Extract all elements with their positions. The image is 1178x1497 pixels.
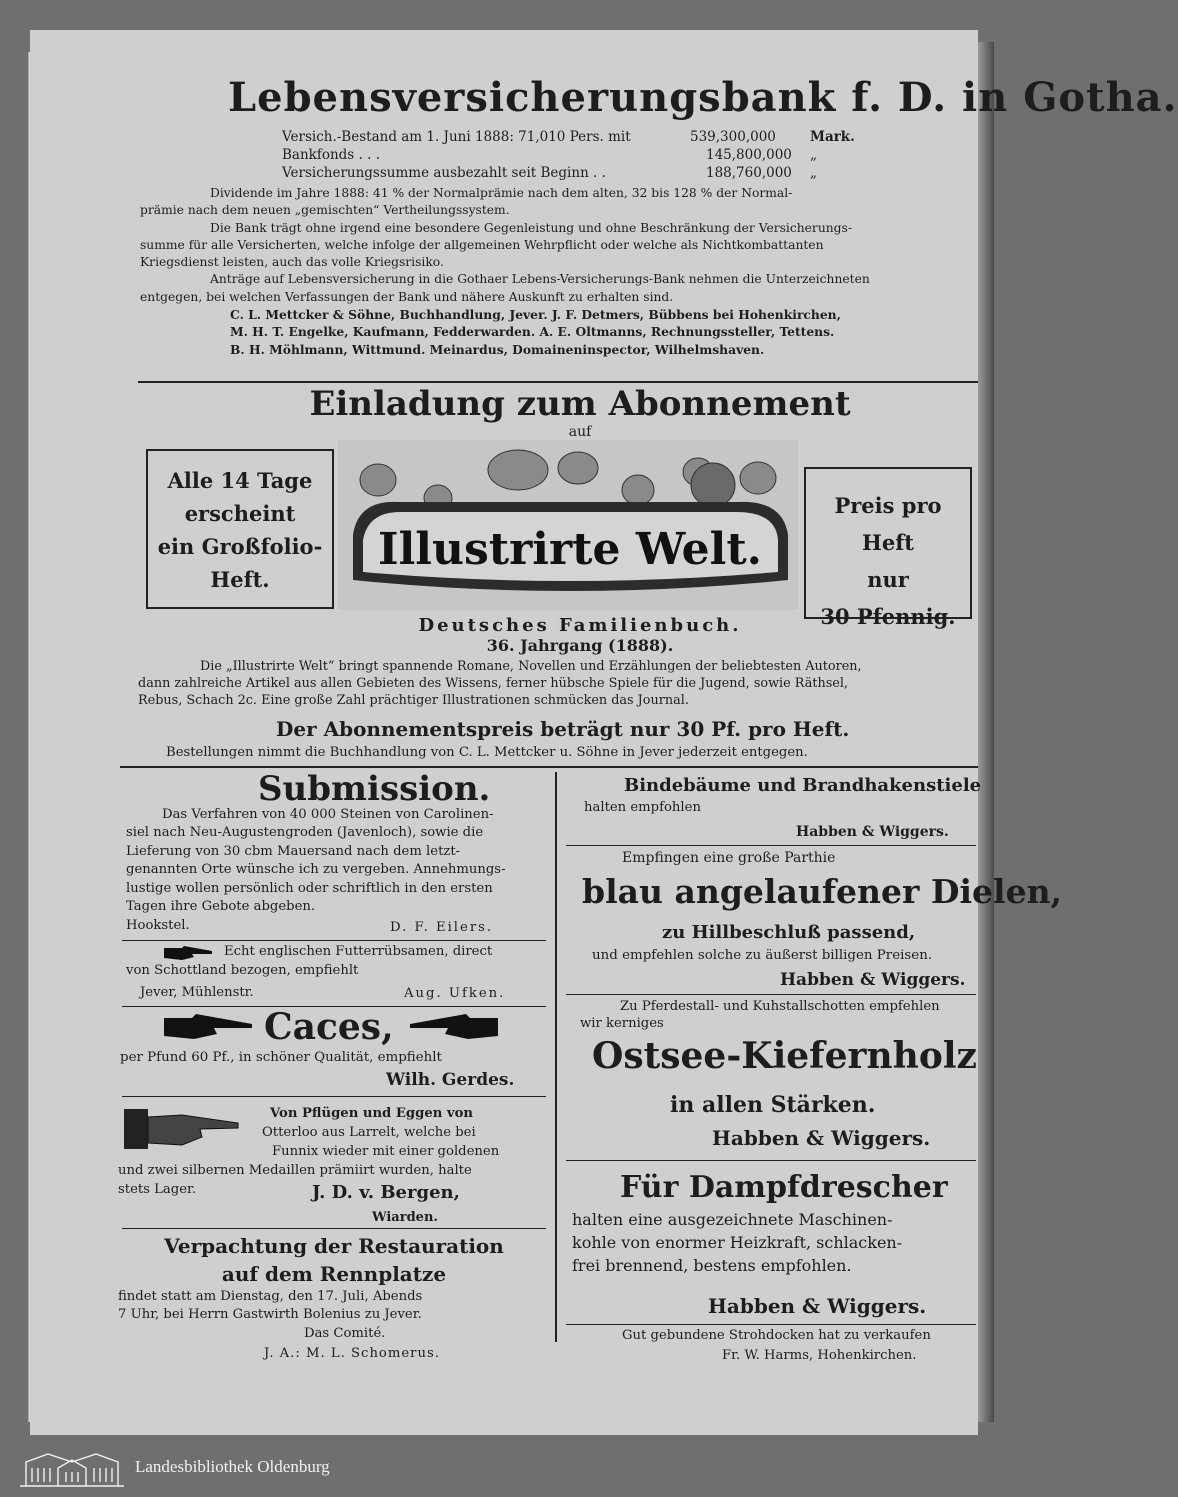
library-building-logo (18, 1448, 126, 1488)
insurance-agents: M. H. T. Engelke, Kaufmann, Fedderwarden. A. E. Oltmanns, Rechnungssteller, Tettens. (230, 324, 835, 340)
subscription-auf: auf (568, 424, 592, 440)
subscription-title: Einladung zum Abonnement (309, 384, 851, 424)
price-box (804, 467, 972, 629)
frequency-line: ein Großfolio- (157, 534, 323, 559)
ad-divider (122, 1096, 546, 1097)
subscription-subtitle: Deutsches Familienbuch. (418, 615, 742, 636)
frequency-line: Heft. (210, 567, 270, 592)
pine-text (580, 998, 976, 1032)
threshers-text (572, 1208, 972, 1277)
submission-line: Lieferung von 30 cbm Mauersand nach dem letzt- (126, 843, 461, 859)
price-line: nur (867, 567, 909, 592)
figure-row (150, 165, 870, 183)
figure-label: Versich.-Bestand am 1. Juni 1888: 71,010 Pers. mit (282, 129, 631, 145)
price-text (806, 469, 970, 635)
insurance-line: Dividende im Jahre 1888: 41 % der Normalprämie nach dem alten, 32 bis 128 % der Normal- (210, 186, 793, 200)
page-edge-right (978, 42, 994, 1422)
subscription-order-line: Bestellungen nimmt die Buchhandlung von C. L. Mettcker u. Söhne in Jever jederzeit entgegen. (166, 745, 808, 760)
seed-line: Echt englischen Futterrübsamen, direct (224, 944, 493, 959)
submission-title: Submission. (258, 769, 491, 809)
pine-title: Ostsee-Kiefernholz (592, 1035, 977, 1077)
lease-title: Verpachtung der Restauration (164, 1234, 504, 1258)
figure-label: Bankfonds . . . (282, 147, 380, 163)
figure-unit: „ (810, 147, 817, 163)
insurance-line: Kriegsdienst leisten, auch das volle Kriegsrisiko. (140, 255, 444, 270)
submission-line: Tagen ihre Gebote abgeben. (126, 899, 316, 915)
pine-line: wir kerniges (580, 1016, 664, 1031)
ad-divider (566, 994, 976, 995)
lease-text (118, 1288, 542, 1324)
ploughs-signer: J. D. v. Bergen, (312, 1182, 460, 1203)
figure-unit: „ (810, 165, 817, 181)
frequency-box (146, 449, 334, 609)
masthead-title: Illustrirte Welt. (378, 524, 762, 575)
ad-divider (566, 1324, 976, 1325)
boards-subtitle: zu Hillbeschluß passend, (662, 922, 916, 943)
straw-signer: Fr. W. Harms, Hohenkirchen. (722, 1348, 917, 1363)
pine-line: Zu Pferdestall- und Kuhstallschotten empfehlen (620, 999, 940, 1014)
figure-value: 145,800,000 (706, 147, 792, 163)
subscription-price-line: Der Abonnementspreis beträgt nur 30 Pf. pro Heft. (276, 717, 850, 741)
ad-divider (566, 1160, 976, 1161)
frequency-line: Alle 14 Tage (167, 468, 313, 493)
ploughs-line: stets Lager. (118, 1182, 197, 1197)
submission-line: lustige wollen persönlich oder schriftlich in den ersten (126, 880, 493, 896)
submission-line: siel nach Neu-Augustengroden (Javenloch), sowie die (126, 825, 484, 841)
pine-subtitle: in allen Stärken. (670, 1092, 876, 1118)
subscription-line: Rebus, Schach 2c. Eine große Zahl prächtiger Illustrationen schmücken das Journal. (138, 693, 689, 708)
ploughs-text (262, 1104, 542, 1161)
seed-text (126, 942, 546, 980)
section-divider (120, 766, 978, 768)
ploughs-line: Otterloo aus Larrelt, welche bei (262, 1125, 476, 1140)
boards-line: und empfehlen solche zu äußerst billigen Preisen. (592, 948, 933, 963)
seed-line: von Schottland bezogen, empfiehlt (126, 963, 359, 978)
boards-title: blau angelaufener Dielen, (582, 872, 1063, 911)
straw-line: Gut gebundene Strohdocken hat zu verkaufen (622, 1328, 931, 1343)
lease-signer: J. A.: M. L. Schomerus. (264, 1346, 440, 1361)
insurance-agents: B. H. Möhlmann, Wittmund. Meinardus, Domaineninspector, Wilhelmshaven. (230, 341, 765, 357)
ad-divider (122, 940, 546, 941)
price-line: 30 Pfennig. (820, 604, 956, 629)
submission-line: genannten Orte wünsche ich zu vergeben. Annehmungs- (126, 862, 506, 878)
figure-unit: Mark. (810, 129, 855, 145)
pointing-hand-right-icon (162, 1012, 254, 1042)
library-footer (0, 1440, 1000, 1497)
lease-line: findet statt am Dienstag, den 17. Juli, Abends (118, 1289, 423, 1304)
subscription-volume: 36. Jahrgang (1888). (486, 636, 674, 655)
ploughs-place: Wiarden. (372, 1210, 438, 1225)
threshers-signer: Habben & Wiggers. (708, 1294, 927, 1318)
threshers-line: halten eine ausgezeichnete Maschinen- (572, 1210, 893, 1229)
ploughs-line: und zwei silbernen Medaillen prämiirt wurden, halte (118, 1163, 472, 1178)
trees-signer: Habben & Wiggers. (796, 824, 949, 840)
subscription-body (138, 658, 980, 709)
ploughs-line: Funnix wieder mit einer goldenen (272, 1144, 500, 1159)
pointing-hand-cuff-icon (122, 1103, 240, 1155)
subscription-line: dann zahlreiche Artikel aus allen Gebieten des Wissens, ferner hübsche Spiele für die Jugend, sowie Räthsel, (138, 676, 849, 691)
frequency-text (148, 451, 332, 596)
lease-committee: Das Comité. (304, 1326, 386, 1341)
caces-signer: Wilh. Gerdes. (386, 1070, 515, 1090)
ad-divider (566, 845, 976, 846)
figure-row (150, 129, 870, 147)
price-line: Preis pro Heft (834, 493, 942, 555)
threshers-line: kohle von enormer Heizkraft, schlacken- (572, 1233, 903, 1252)
seed-place: Jever, Mühlenstr. (140, 985, 254, 1000)
boards-intro: Empfingen eine große Parthie (622, 850, 836, 866)
threshers-line: frei brennend, bestens empfohlen. (572, 1256, 852, 1275)
insurance-line: summe für alle Versicherten, welche infolge der allgemeinen Wehrpflicht oder welche als Nichtkombattanten (140, 237, 824, 252)
submission-signer: D. F. Eilers. (390, 920, 494, 935)
trees-line: halten empfohlen (584, 800, 701, 815)
insurance-line: Die Bank trägt ohne irgend eine besondere Gegenleistung und ohne Beschränkung der Versicherungs- (210, 220, 852, 235)
seed-signer: Aug. Ufken. (404, 986, 506, 1001)
ploughs-line: Von Pflügen und Eggen von (270, 1106, 473, 1121)
insurance-figures (150, 129, 870, 183)
insurance-line: Anträge auf Lebensversicherung in die Gothaer Lebens-Versicherungs-Bank nehmen die Unterzeichneten (210, 272, 870, 287)
ad-divider (122, 1228, 546, 1229)
insurance-line: entgegen, bei welchen Verfassungen der Bank und nähere Auskunft zu erhalten sind. (140, 289, 674, 304)
insurance-text (140, 185, 980, 358)
lease-line: 7 Uhr, bei Herrn Gastwirth Bolenius zu Jever. (118, 1307, 422, 1322)
insurance-title: Lebensversicherungsbank f. D. in Gotha. (228, 74, 1178, 121)
subscription-line: Die „Illustrirte Welt“ bringt spannende Romane, Novellen und Erzählungen der beliebtesten Autoren, (200, 659, 862, 674)
caces-title: Caces, (264, 1006, 394, 1048)
threshers-title: Für Dampfdrescher (620, 1170, 948, 1205)
submission-line: Das Verfahren von 40 000 Steinen von Carolinen- (162, 807, 494, 822)
submission-text (126, 806, 546, 916)
pine-signer: Habben & Wiggers. (712, 1126, 931, 1150)
figure-value: 539,300,000 (690, 129, 776, 145)
caces-line: per Pfund 60 Pf., in schöner Qualität, empfiehlt (120, 1050, 442, 1065)
library-name: Landesbibliothek Oldenburg (135, 1457, 330, 1476)
insurance-agents: C. L. Mettcker & Söhne, Buchhandlung, Jever. J. F. Detmers, Bübbens bei Hohenkirchen, (230, 307, 841, 323)
figure-label: Versicherungssumme ausbezahlt seit Beginn . . (282, 165, 606, 181)
figure-value: 188,760,000 (706, 165, 792, 181)
frequency-line: erscheint (184, 501, 296, 526)
boards-signer: Habben & Wiggers. (780, 970, 966, 990)
lease-subtitle: auf dem Rennplatze (221, 1262, 447, 1286)
submission-place: Hookstel. (126, 918, 190, 933)
trees-title: Bindebäume und Brandhakenstiele (624, 775, 982, 796)
pointing-hand-left-icon (408, 1012, 500, 1042)
insurance-line: prämie nach dem neuen „gemischten“ Vertheilungssystem. (140, 203, 510, 218)
column-divider (555, 772, 557, 1342)
illustrirte-welt-engraving (338, 440, 798, 610)
figure-row (150, 147, 870, 165)
